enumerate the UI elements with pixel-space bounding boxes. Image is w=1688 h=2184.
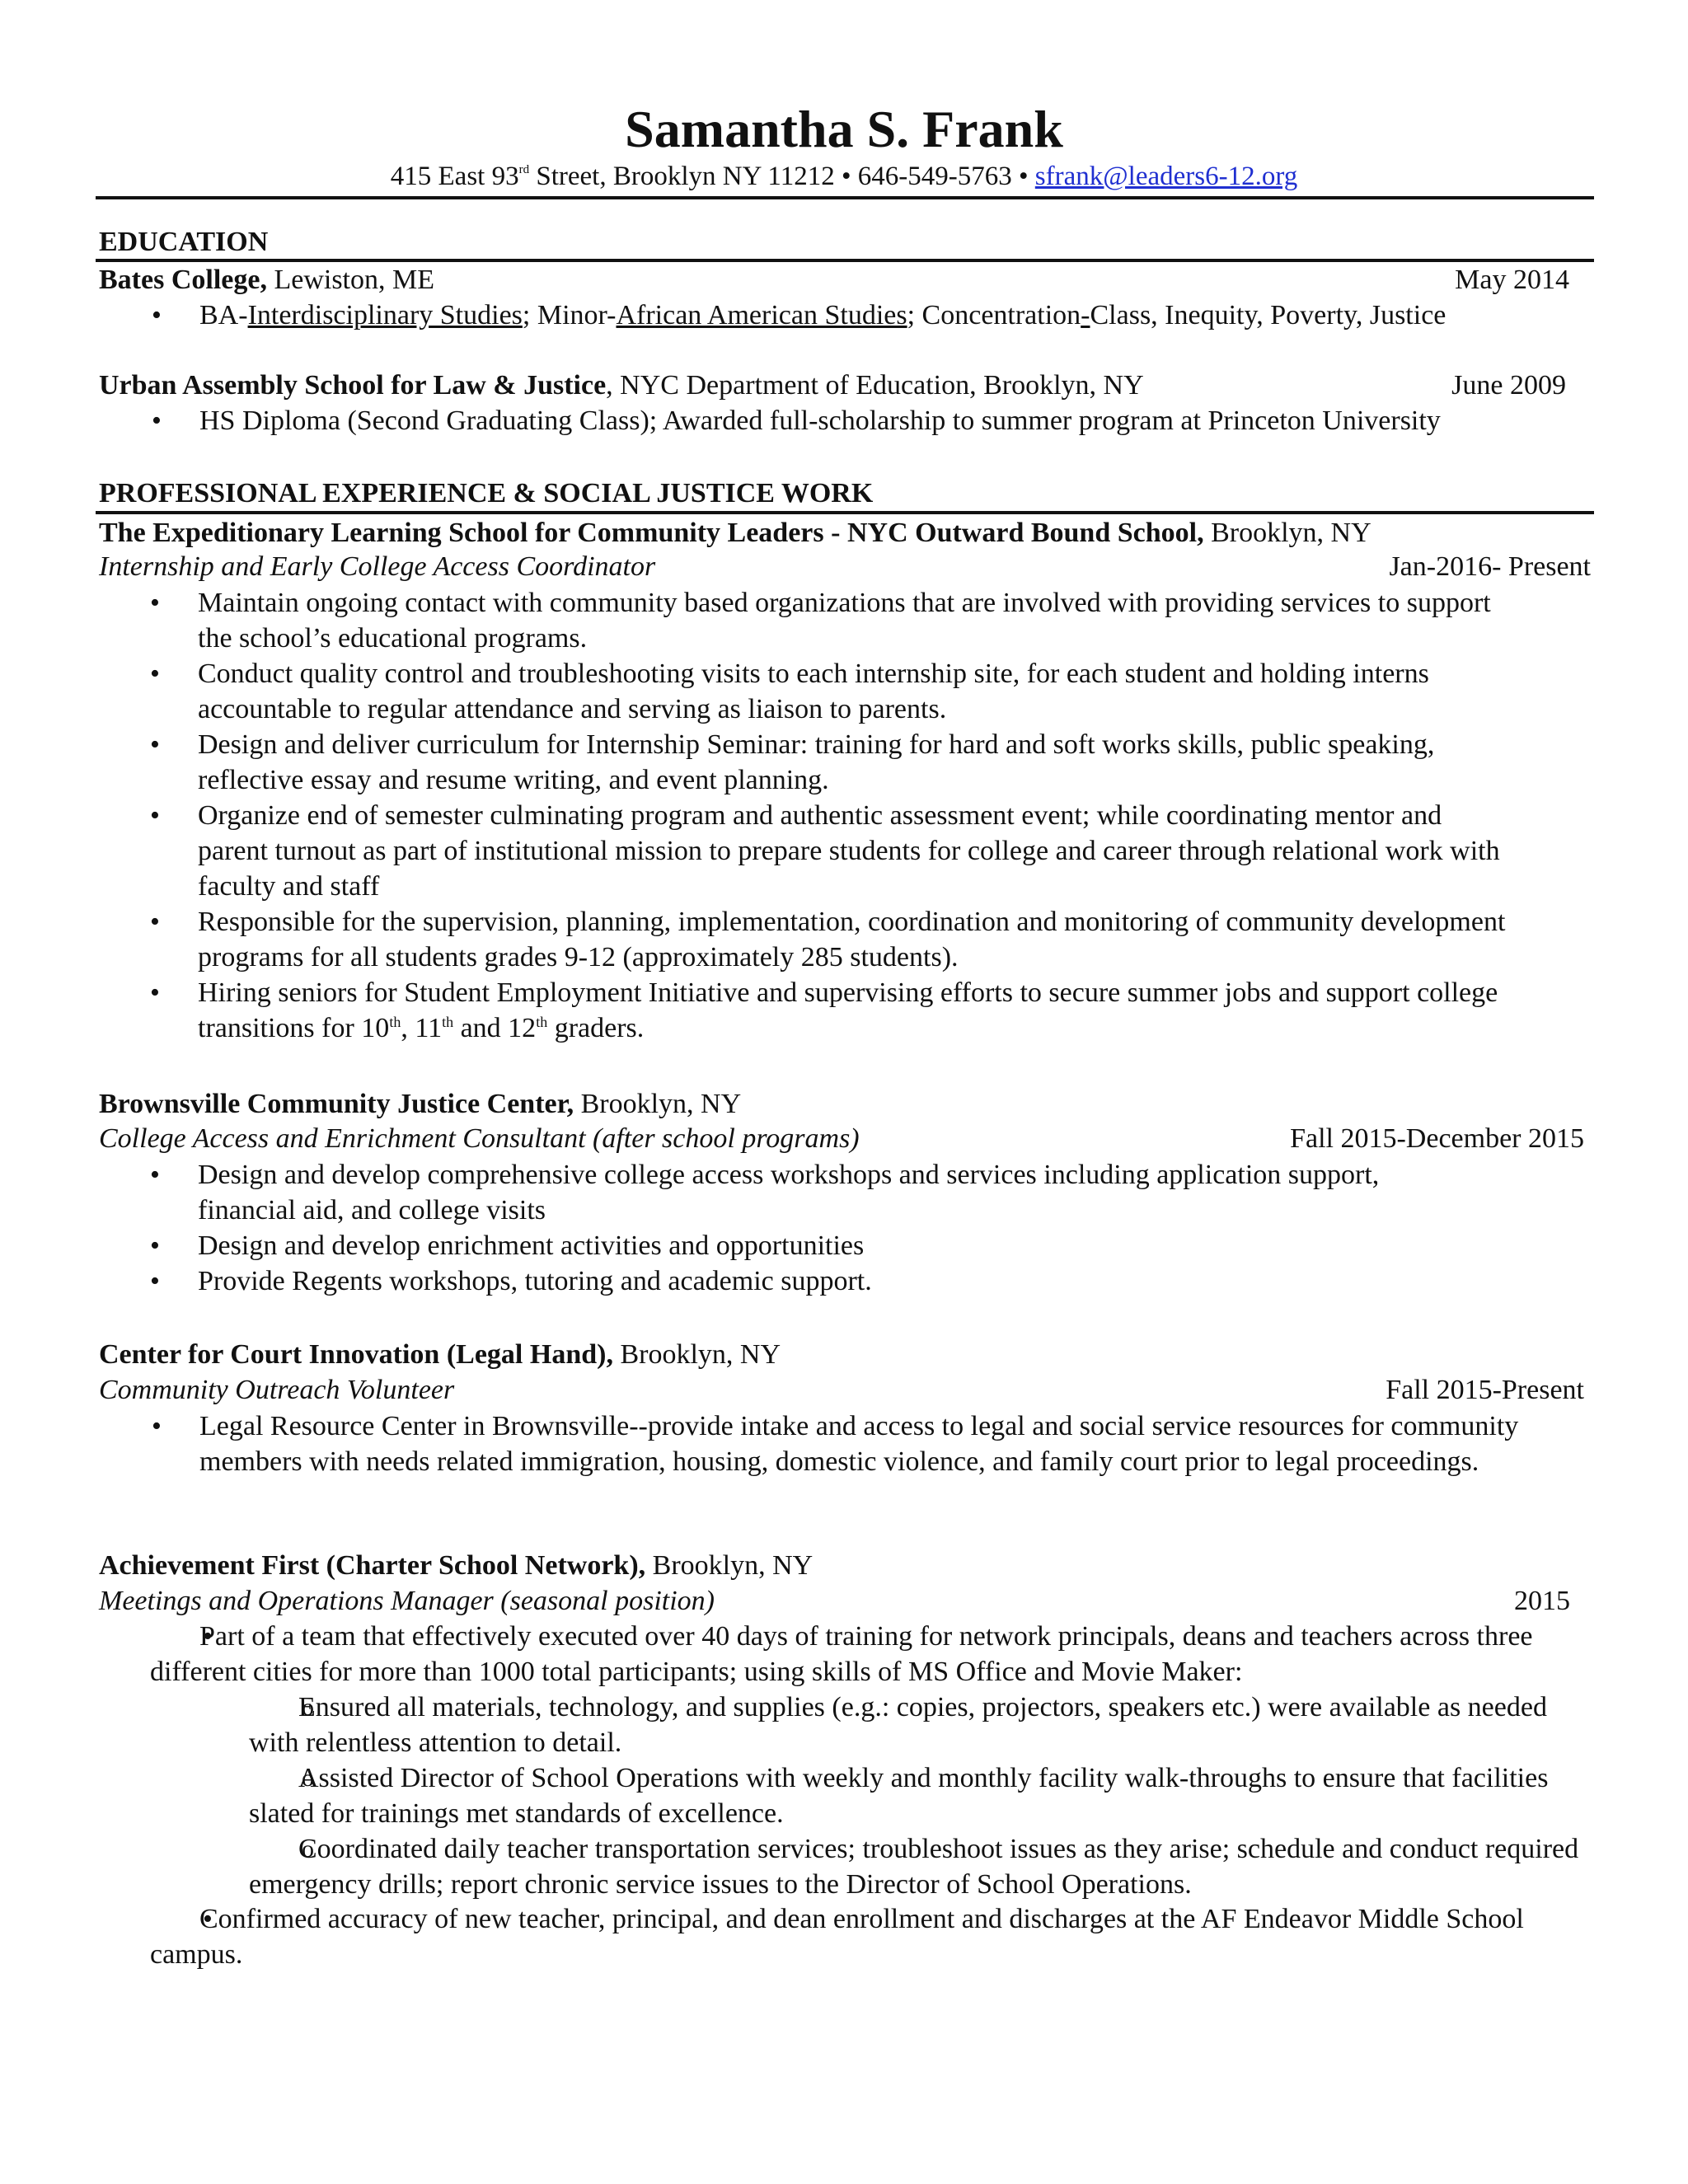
contact-line: [0, 160, 1688, 193]
sub-list-item: o Assisted Director of School Operations with weekly and monthly facility walk-throughs to ensure that facilities slated for trainings met standards of excellence.: [249, 1760, 1601, 1831]
job-org-line: [99, 515, 1589, 551]
job-date: Fall 2015-Present: [1386, 1375, 1584, 1405]
job-role: Meetings and Operations Manager (seasonal position): [99, 1586, 715, 1616]
list-item: • Provide Regents workshops, tutoring and academic support.: [148, 1263, 1484, 1299]
job-org: Center for Court Innovation (Legal Hand),: [99, 1339, 613, 1370]
list-item: • Legal Resource Center in Brownsville--provide intake and access to legal and social service resources for community members with needs related immigration, housing, domestic violence, and family court prior to legal proceedings.: [150, 1408, 1543, 1479]
list-item: • Design and develop comprehensive college access workshops and services including application support, financial aid, and college visits: [148, 1157, 1484, 1228]
school-location: Lewiston, ME: [266, 265, 434, 295]
school-name: Bates College,: [99, 265, 267, 295]
address-rest: Street, Brooklyn NY 11212 • 646-549-5763 •: [529, 162, 1035, 191]
job-org-line: [99, 1337, 1589, 1372]
job-bullets: [150, 1408, 1543, 1479]
list-item: • Part of a team that effectively executed over 40 days of training for network principals, deans and teachers across three different cities for more than 1000 total participants; using skills of MS Office and Movie Maker:: [150, 1619, 1594, 1690]
job-bullets: [150, 1619, 1594, 1690]
list-item: • Responsible for the supervision, planning, implementation, coordination and monitoring of community development programs for all students grades 9-12 (approximately 285 students).: [148, 904, 1517, 975]
job-location: Brooklyn, NY: [1203, 518, 1372, 548]
job-date: Jan-2016- Present: [1389, 551, 1591, 582]
list-item: • Conduct quality control and troubleshooting visits to each internship site, for each student and holding interns accountable to regular attendance and serving as liaison to parents.: [148, 656, 1517, 727]
education-date: June 2009: [1451, 370, 1566, 401]
email-link[interactable]: sfrank@leaders6-12.org: [1034, 162, 1298, 191]
list-item: • Hiring seniors for Student Employment Initiative and supervising efforts to secure summer jobs and support college transitions for 10th, 11th and 12th graders.: [148, 975, 1517, 1046]
job-final-bullet: [150, 1901, 1551, 1972]
header-divider: [96, 196, 1594, 199]
job-bullets: [148, 585, 1517, 1046]
list-item: • Confirmed accuracy of new teacher, principal, and dean enrollment and discharges at the AF Endeavor Middle School campus.: [150, 1901, 1551, 1972]
sub-list-item: o Ensured all materials, technology, and supplies (e.g.: copies, projectors, speakers etc.) were available as needed with relentless attention to detail.: [249, 1690, 1601, 1760]
education-date: May 2014: [1455, 265, 1569, 295]
job-org-line: [99, 1086, 1589, 1122]
list-item: • HS Diploma (Second Graduating Class); Awarded full-scholarship to summer program at Princeton University: [150, 403, 1568, 438]
job-date: Fall 2015-December 2015: [1290, 1123, 1584, 1154]
list-item: • BA-Interdisciplinary Studies; Minor-African American Studies; Concentration-Class, Inequity, Poverty, Justice: [150, 298, 1568, 333]
job-org: Achievement First (Charter School Network),: [99, 1550, 646, 1581]
job-location: Brooklyn, NY: [612, 1339, 781, 1370]
job-role: Community Outreach Volunteer: [99, 1375, 455, 1405]
list-item: • Organize end of semester culminating program and authentic assessment event; while coordinating mentor and parent turnout as part of institutional mission to prepare students for college and career through relational work with faculty and staff: [148, 798, 1517, 904]
list-item: • Design and develop enrichment activities and opportunities: [148, 1228, 1484, 1263]
job-org: The Expeditionary Learning School for Community Leaders - NYC Outward Bound School,: [99, 518, 1204, 548]
job-role-line: [99, 1121, 1584, 1156]
job-role-line: [99, 1372, 1584, 1408]
experience-divider: [96, 511, 1594, 514]
job-sub-bullets: [249, 1690, 1601, 1902]
education-entry-bates: [99, 262, 1589, 298]
resume-name: Samantha S. Frank: [625, 100, 1063, 158]
job-location: Brooklyn, NY: [574, 1089, 742, 1119]
job-role: College Access and Enrichment Consultant (after school programs): [99, 1123, 860, 1154]
job-org: Brownsville Community Justice Center,: [99, 1089, 574, 1119]
list-item: • Maintain ongoing contact with community based organizations that are involved with providing services to support the school’s educational programs.: [148, 585, 1517, 656]
list-item: • Design and deliver curriculum for Internship Seminar: training for hard and soft works skills, public speaking, reflective essay and resume writing, and event planning.: [148, 727, 1517, 798]
job-bullets: [148, 1157, 1484, 1299]
education-bullets-bates: [150, 298, 1568, 333]
job-date: 2015: [1514, 1586, 1570, 1616]
job-role-line: [99, 549, 1591, 584]
job-location: Brooklyn, NY: [645, 1550, 814, 1581]
section-title-education: EDUCATION: [99, 227, 269, 257]
school-name: Urban Assembly School for Law & Justice: [99, 370, 607, 401]
section-title-experience: PROFESSIONAL EXPERIENCE & SOCIAL JUSTICE WORK: [99, 478, 874, 509]
job-role-line: [99, 1583, 1570, 1619]
address-ordinal: rd: [518, 163, 530, 176]
school-location: , NYC Department of Education, Brooklyn, NY: [606, 370, 1144, 401]
sub-list-item: o Coordinated daily teacher transportation services; troubleshoot issues as they arise; schedule and conduct required emergency drills; report chronic service issues to the Director of School Operations.: [249, 1831, 1601, 1902]
job-org-line: [99, 1548, 1589, 1583]
address-text: 415 East 93: [390, 162, 519, 191]
job-role: Internship and Early College Access Coordinator: [99, 551, 656, 582]
education-bullets-urban-assembly: [150, 403, 1568, 438]
education-entry-urban-assembly: [99, 368, 1589, 403]
